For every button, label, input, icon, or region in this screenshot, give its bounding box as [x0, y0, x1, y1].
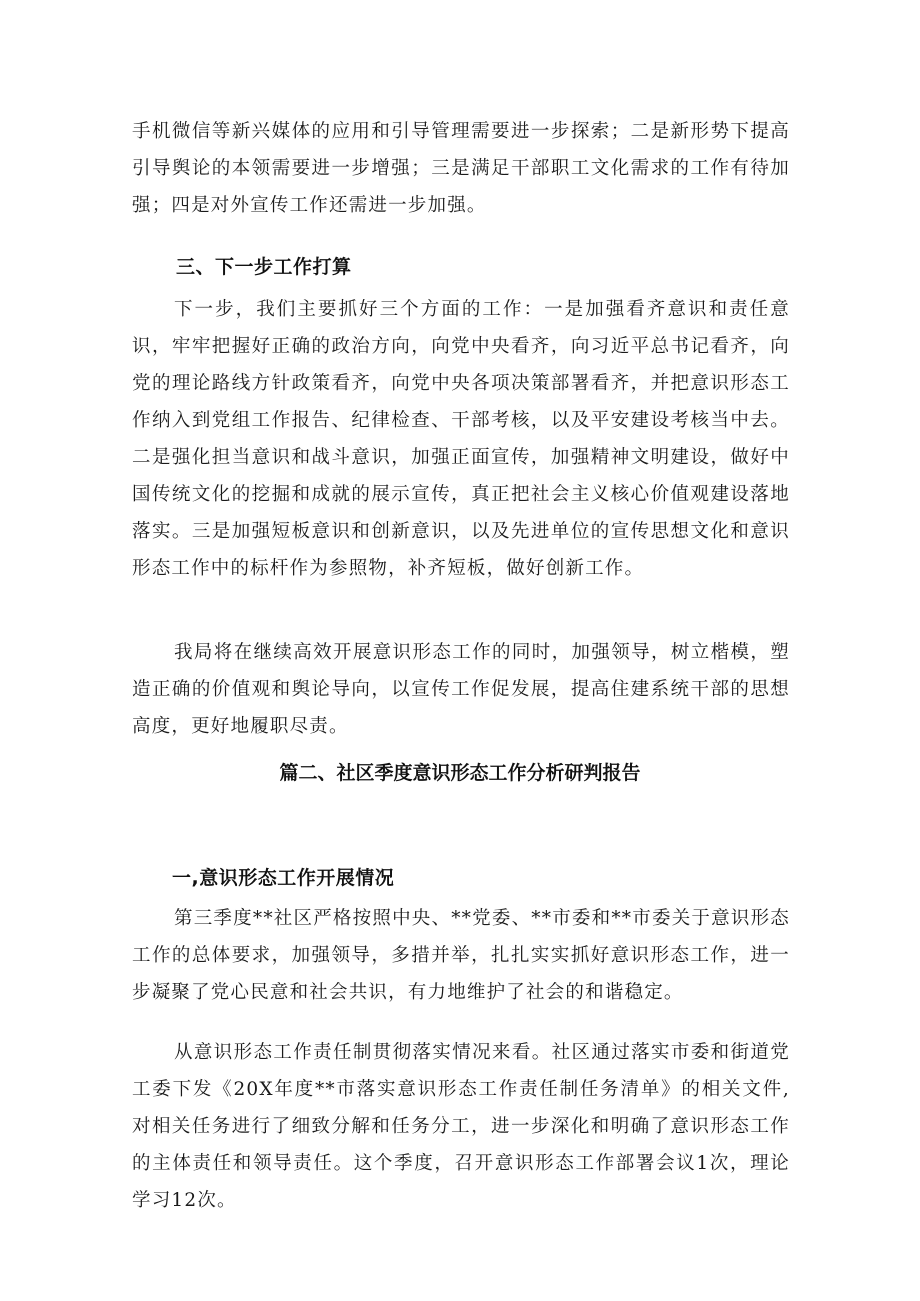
paragraph-closing: 我局将在继续高效开展意识形态工作的同时，加强领导，树立楷模，塑造正确的价值观和舆论导向，以宣传工作促发展，提高住建系统干部的思想高度，更好地履职尽责。 [132, 642, 790, 737]
paragraph-next-steps: 下一步，我们主要抓好三个方面的工作：一是加强看齐意识和责任意识，牢牢把握好正确的政治方向，向党中央看齐，向习近平总书记看齐，向党的理论路线方针政策看齐，向党中央各项决策部署看齐，并把意识形态工作纳入到党组工作报告、纪律检查、干部考核，以及平安建设考核当中去。二是强化担当意识和战斗意识，加强正面宣传，加强精神文明建设，做好中国传统文化的挖掘和成就的展示宣传，真正把社会主义核心价值观建设落地落实。三是加强短板意识和创新意识，以及先进单位的宣传思想文化和意识形态工作中的标杆作为参照物，补齐短板，做好创新工作。 [132, 299, 790, 579]
heading-ideology-work: 一,意识形态工作开展情况 [172, 867, 395, 889]
paragraph-responsibility: 从意识形态工作责任制贯彻落实情况来看。社区通过落实市委和街道党工委下发《20X年度**市落实意识形态工作责任制任务清单》的相关文件,对相关任务进行了细致分解和任务分工，进一步深化和明确了意识形态工作的主体责任和领导责任。这个季度，召开意识形态工作部署会议1次，理论学习12次。 [132, 1042, 790, 1211]
paragraph-continuation: 手机微信等新兴媒体的应用和引导管理需要进一步探索；二是新形势下提高引导舆论的本领需要进一步增强；三是满足干部职工文化需求的工作有待加强；四是对外宣传工作还需进一步加强。 [132, 121, 790, 216]
heading-next-steps: 三、下一步工作打算 [176, 256, 352, 278]
section-title: 篇二、社区季度意识形态工作分析研判报告 [279, 762, 641, 784]
paragraph-q3-overview: 第三季度**社区严格按照中央、**党委、**市委和**市委关于意识形态工作的总体要求，加强领导，多措并举，扎扎实实抓好意识形态工作，进一步凝聚了党心民意和社会共识，有力地维护了社会的和谐稳定。 [132, 908, 790, 1003]
